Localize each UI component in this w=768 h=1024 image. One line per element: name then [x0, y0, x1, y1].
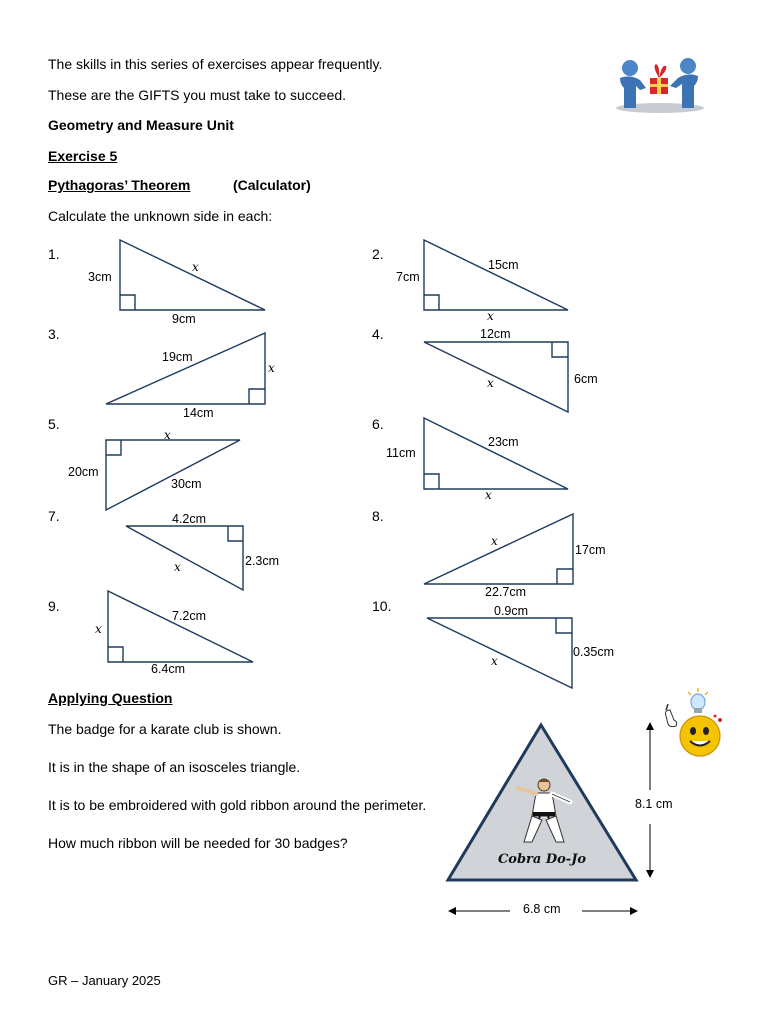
q10-unknown-label: x	[491, 654, 498, 668]
q8-unknown-label: x	[491, 534, 498, 548]
triangle-q1	[120, 240, 265, 310]
q7-side-label-a: 4.2cm	[172, 512, 207, 526]
q5-side-label-a: 20cm	[68, 465, 99, 479]
badge-text: Cobra Do-Jo	[497, 852, 587, 867]
triangle-q4	[424, 342, 568, 412]
applying-line-4: How much ribbon will be needed for 30 badges?	[48, 835, 348, 851]
intro-line-1: The skills in this series of exercises appear frequently.	[48, 56, 383, 72]
triangle-q10	[427, 618, 572, 688]
q2-side-label-b: 15cm	[488, 258, 519, 272]
q10-side-label-b: 0.35cm	[573, 645, 614, 659]
q7-side-label-b: 2.3cm	[245, 554, 280, 568]
q9-side-label-a: 7.2cm	[172, 609, 207, 623]
question-number-4: 4.	[372, 326, 384, 342]
q10-side-label-a: 0.9cm	[494, 604, 529, 618]
base-label: 6.8 cm	[523, 902, 561, 916]
question-number-10: 10.	[372, 598, 392, 614]
applying-title: Applying Question	[48, 690, 173, 706]
q2-unknown-label: x	[487, 309, 494, 323]
q3-side-label-a: 19cm	[162, 350, 193, 364]
q9-side-label-b: 6.4cm	[151, 662, 186, 676]
q6-side-label-b: 23cm	[488, 435, 519, 449]
q4-unknown-label: x	[487, 376, 494, 390]
dimension-arrows	[440, 718, 660, 923]
triangle-q2	[424, 240, 568, 310]
footer: GR – January 2025	[48, 973, 161, 988]
q6-unknown-label: x	[485, 488, 492, 502]
height-label: 8.1 cm	[635, 797, 673, 811]
q1-unknown-label: x	[192, 260, 199, 274]
q3-side-label-b: 14cm	[183, 406, 214, 420]
triangle-q8	[424, 514, 573, 584]
q2-side-label-a: 7cm	[396, 270, 420, 284]
question-number-9: 9.	[48, 598, 60, 614]
triangle-q3	[106, 333, 265, 404]
q6-side-label-a: 11cm	[386, 446, 416, 460]
q8-side-label-a: 17cm	[575, 543, 606, 557]
unit-title: Geometry and Measure Unit	[48, 117, 234, 133]
q5-side-label-b: 30cm	[171, 477, 202, 491]
triangle-q7	[126, 526, 243, 590]
q8-side-label-b: 22.7cm	[485, 585, 526, 599]
instruction: Calculate the unknown side in each:	[48, 208, 273, 224]
idea-smiley-icon	[660, 686, 726, 762]
applying-line-2: It is in the shape of an isosceles triangle.	[48, 759, 301, 775]
applying-line-3: It is to be embroidered with gold ribbon around the perimeter.	[48, 797, 427, 813]
triangle-q9	[108, 591, 253, 662]
question-number-8: 8.	[372, 508, 384, 524]
question-number-7: 7.	[48, 508, 60, 524]
topic-mode: (Calculator)	[233, 177, 311, 193]
q9-unknown-label: x	[95, 622, 102, 636]
q5-unknown-label: x	[164, 428, 171, 442]
q1-side-label-b: 9cm	[172, 312, 196, 326]
topic-title: Pythagoras’ Theorem	[48, 177, 191, 193]
question-number-2: 2.	[372, 246, 384, 262]
q3-unknown-label: x	[268, 361, 275, 375]
question-number-5: 5.	[48, 416, 60, 432]
intro-line-2: These are the GIFTS you must take to succeed.	[48, 87, 347, 103]
question-number-6: 6.	[372, 416, 384, 432]
question-number-3: 3.	[48, 326, 60, 342]
triangle-q5	[106, 440, 240, 510]
triangle-q6	[424, 418, 568, 489]
question-number-1: 1.	[48, 246, 60, 262]
applying-line-1: The badge for a karate club is shown.	[48, 721, 282, 737]
q1-side-label-a: 3cm	[88, 270, 112, 284]
q4-side-label-a: 12cm	[480, 327, 511, 341]
q4-side-label-b: 6cm	[574, 372, 598, 386]
exercise-title: Exercise 5	[48, 148, 118, 164]
q7-unknown-label: x	[174, 560, 181, 574]
